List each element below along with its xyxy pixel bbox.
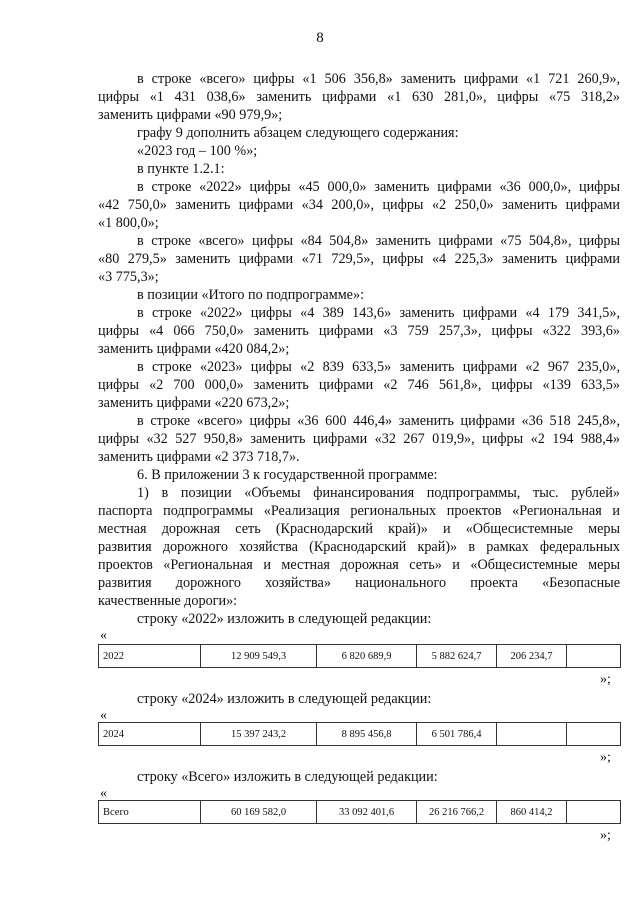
table-cell: Всего (99, 801, 201, 824)
text-line: местная дорожная сеть (Краснодарский край)» и «Общесистемные меры (98, 521, 620, 537)
table-cell (567, 801, 621, 824)
open-quote: « (100, 708, 107, 723)
text-line: строку «2024» изложить в следующей редакции: (137, 691, 432, 707)
close-quote: »; (600, 750, 611, 765)
text-line: в пункте 1.2.1: (137, 161, 225, 177)
table-cell: 860 414,2 (497, 801, 567, 824)
table-cell: 33 092 401,6 (317, 801, 417, 824)
replacement-row-total (98, 800, 621, 824)
text-line: «3 775,3»; (98, 269, 159, 285)
text-line: «80 279,5» заменить цифрами «71 729,5», цифры «4 225,3» заменить цифрами (98, 251, 620, 267)
table-cell: 2024 (99, 723, 201, 746)
text-line: «42 750,0» заменить цифрами «34 200,0», цифры «2 250,0» заменить цифрами (98, 197, 620, 213)
table-cell: 6 501 786,4 (417, 723, 497, 746)
table-cell: 8 895 456,8 (317, 723, 417, 746)
table-cell: 60 169 582,0 (201, 801, 317, 824)
table-cell: 26 216 766,2 (417, 801, 497, 824)
text-line: графу 9 дополнить абзацем следующего содержания: (137, 125, 459, 141)
text-line: в строке «2023» цифры «2 839 633,5» заменить цифрами «2 967 235,0», (137, 359, 620, 375)
text-line: развития дорожного хозяйства» национального проекта «Безопасные (98, 575, 620, 591)
text-line: «2023 год – 100 %»; (137, 143, 258, 159)
replacement-row-2024 (98, 722, 621, 746)
table-cell (567, 645, 621, 668)
page-number: 8 (316, 30, 324, 46)
table-cell: 15 397 243,2 (201, 723, 317, 746)
text-line: строку «Всего» изложить в следующей редакции: (137, 769, 438, 785)
table-cell (497, 723, 567, 746)
table-cell: 5 882 624,7 (417, 645, 497, 668)
text-line: «1 800,0»; (98, 215, 159, 231)
table-cell: 206 234,7 (497, 645, 567, 668)
text-line: заменить цифрами «90 979,9»; (98, 107, 283, 123)
text-line: цифры «4 066 750,0» заменить цифрами «3 759 257,3», цифры «322 393,6» (98, 323, 620, 339)
text-line: развития дорожного хозяйства (Краснодарский край)» в рамках федеральных (98, 539, 620, 555)
text-line: паспорта подпрограммы «Реализация региональных проектов «Региональная и (98, 503, 620, 519)
text-line: в строке «2022» цифры «4 389 143,6» заменить цифрами «4 179 341,5», (137, 305, 620, 321)
text-line: строку «2022» изложить в следующей редакции: (137, 611, 432, 627)
text-line: в строке «всего» цифры «84 504,8» заменить цифрами «75 504,8», цифры (137, 233, 620, 249)
open-quote: « (100, 628, 107, 643)
text-line: 1) в позиции «Объемы финансирования подпрограммы, тыс. рублей» (137, 485, 620, 501)
close-quote: »; (600, 672, 611, 687)
text-line: цифры «1 431 038,6» заменить цифрами «1 630 281,0», цифры «75 318,2» (98, 89, 620, 105)
text-line: в строке «2022» цифры «45 000,0» заменить цифрами «36 000,0», цифры (137, 179, 620, 195)
text-line: цифры «32 527 950,8» заменить цифрами «32 267 019,9», цифры «2 194 988,4» (98, 431, 620, 447)
table-cell: 12 909 549,3 (201, 645, 317, 668)
table-cell: 6 820 689,9 (317, 645, 417, 668)
open-quote: « (100, 786, 107, 801)
text-line: качественные дороги»: (98, 593, 238, 609)
text-line: в строке «всего» цифры «36 600 446,4» заменить цифрами «36 518 245,8», (137, 413, 620, 429)
text-line: заменить цифрами «220 673,2»; (98, 395, 290, 411)
text-line: цифры «2 700 000,0» заменить цифрами «2 746 561,8», цифры «139 633,5» (98, 377, 620, 393)
text-line: заменить цифрами «420 084,2»; (98, 341, 290, 357)
text-line: в позиции «Итого по подпрограмме»: (137, 287, 365, 303)
replacement-row-2022 (98, 644, 621, 668)
close-quote: »; (600, 828, 611, 843)
text-line: заменить цифрами «2 373 718,7». (98, 449, 300, 465)
table-cell (567, 723, 621, 746)
text-line: в строке «всего» цифры «1 506 356,8» заменить цифрами «1 721 260,9», (137, 71, 620, 87)
table-cell: 2022 (99, 645, 201, 668)
text-line: проектов «Региональная и местная дорожная сеть» и «Общесистемные меры (98, 557, 620, 573)
text-line: 6. В приложении 3 к государственной программе: (137, 467, 438, 483)
